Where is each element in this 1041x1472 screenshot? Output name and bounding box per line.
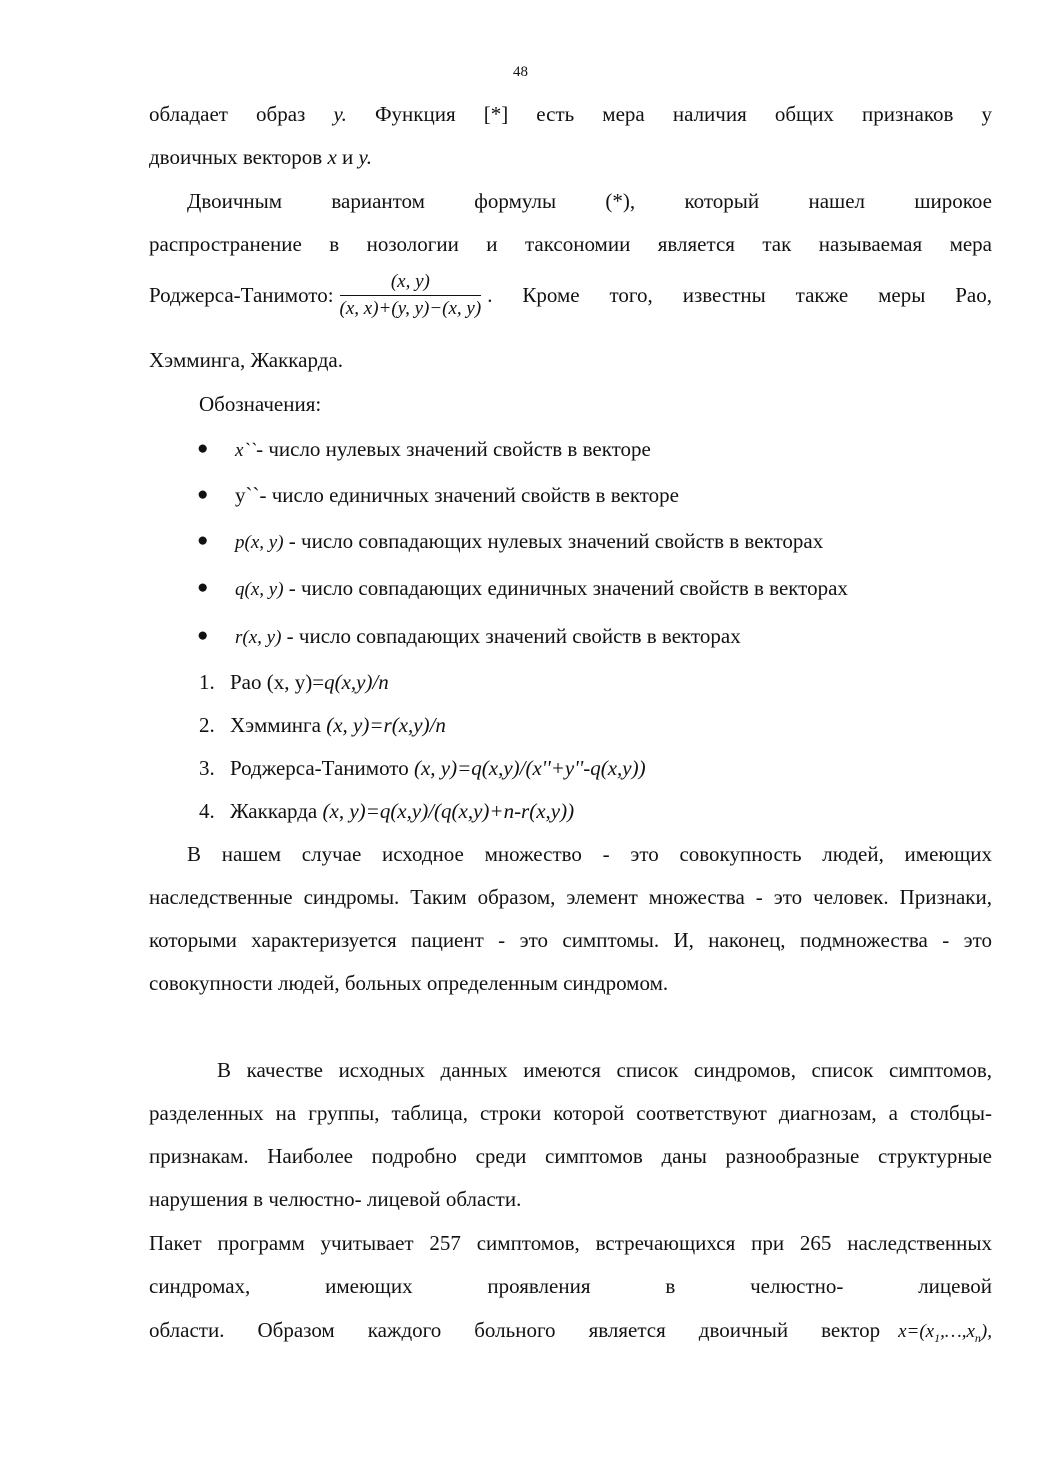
paragraph-1-line-1: обладает образ y. Функция [*] есть мера наличия общих признаков у (149, 102, 992, 126)
paragraph-2-line-2: распространение в нозологии и таксономии является так называемая мера (149, 232, 992, 256)
vector-formula: $x=(x_1,\dots,x_n)$, (898, 1321, 992, 1345)
bullet-icon: ● (197, 530, 209, 551)
measure-item: 4. Жаккарда (x, y)=q(x,y)/(q(x,y)+n-r(x,y)) (199, 799, 575, 823)
bullet-icon: ● (197, 484, 209, 505)
paragraph-2-line-1: Двоичным вариантом формулы (*), который нашел широкое (187, 189, 992, 213)
measure-item: 1. Рао (x, y)=q(x,y)/n (199, 670, 389, 694)
paragraph-2-line-3: Роджерса-Танимото: $\frac{(x, y)}{(x, x)+(y, y)-(x, y)}$ . Кроме того, известны также меры Рао, (149, 271, 992, 319)
measure-item: 2. Хэмминга (x, y)=r(x,y)/n (199, 713, 446, 737)
paragraph-3: В нашем случае исходное множество - это совокупность людей, имеющих наследственные синдромы. Таким образом, элемент множества - это человек. Признаки, которыми характеризуется пациент - это симптомы. И, наконец, подмножества - это совокупности людей, больных определенным синдромом. (149, 842, 992, 995)
paragraph-1-line-2: двоичных векторов x и y. (149, 145, 372, 169)
bullet-icon: ● (197, 577, 209, 598)
paragraph-5: Пакет программ учитывает 257 симптомов, встречающихся при 265 наследственных синдромах, имеющих проявления в челюстно- лицевой (149, 1231, 992, 1298)
paragraph-4: В качестве исходных данных имеются список синдромов, список симптомов, разделенных на группы, таблица, строки которой соответствуют диагнозам, а столбцы- признакам. Наиболее подробно среди симптомов даны разнообразные структурные нарушения в челюстно- лицевой области. (149, 1058, 992, 1211)
paragraph-2-line-4: Хэмминга, Жаккарда. (149, 348, 343, 372)
page-number: 48 (513, 64, 528, 80)
paragraph-5-last-line: области. Образом каждого больного является двоичный вектор $x=(x_1,\dots,x_n)$, (149, 1318, 992, 1345)
bullet-icon: ● (197, 438, 209, 459)
rogers-tanimoto-fraction: $\frac{(x, y)}{(x, x)+(y, y)-(x, y)}$ (339, 271, 482, 319)
bullet-icon: ● (197, 625, 209, 646)
measure-item: 3. Роджерса-Танимото (x, y)=q(x,y)/(x''+y''-q(x,y)) (199, 756, 646, 780)
notation-title: Обозначения: (199, 392, 322, 416)
